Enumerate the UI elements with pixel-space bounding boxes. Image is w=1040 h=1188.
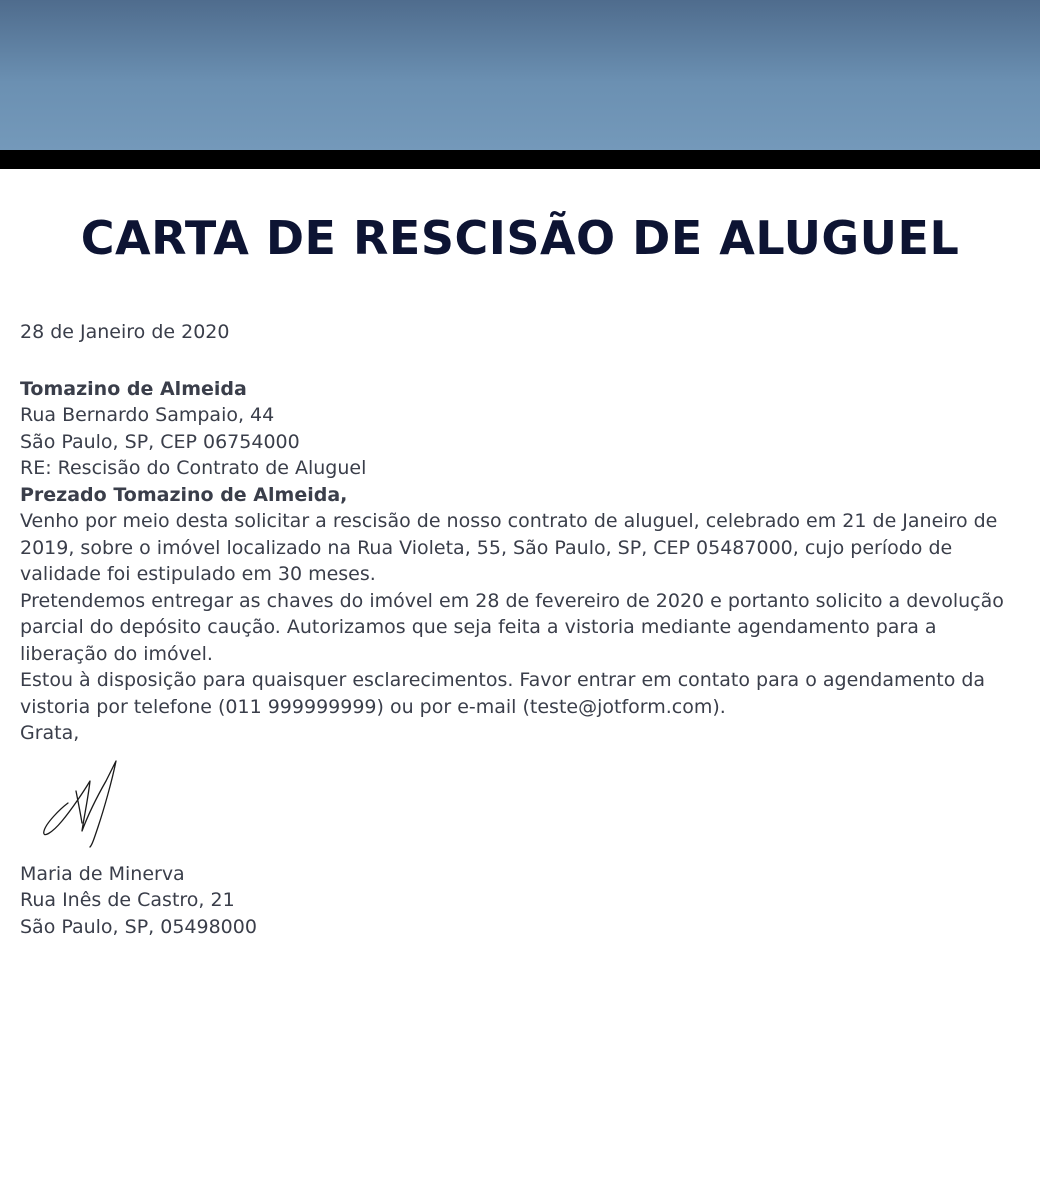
letter-body (20, 319, 1020, 940)
recipient-city: São Paulo, SP, CEP 06754000 (20, 430, 300, 453)
signature-icon (38, 751, 133, 851)
sender-name: Maria de Minerva (20, 862, 185, 885)
header-divider (0, 150, 1040, 169)
letter-salutation: Prezado Tomazino de Almeida, (20, 483, 348, 506)
recipient-name: Tomazino de Almeida (20, 377, 247, 400)
recipient-block (20, 376, 1020, 456)
letter-subject: RE: Rescisão do Contrato de Aluguel (20, 457, 367, 479)
letter-paragraph: Estou à disposição para quaisquer esclarecimentos. Favor entrar em contato para o agendamento da vistoria por telefone (011 999999999) ou por e-mail (teste@jotform.com). (20, 669, 986, 718)
sender-city: São Paulo, SP, 05498000 (20, 915, 257, 938)
recipient-street: Rua Bernardo Sampaio, 44 (20, 404, 275, 426)
letter-date: 28 de Janeiro de 2020 (20, 321, 230, 343)
letter-paragraph: Venho por meio desta solicitar a rescisão de nosso contrato de aluguel, celebrado em 21 de Janeiro de 2019, sobre o imóvel localizado na Rua Violeta, 55, São Paulo, SP, CEP 05487000, cujo período de validade foi estipulado em 30 meses. (20, 510, 998, 585)
sender-block (20, 861, 1020, 941)
sender-street: Rua Inês de Castro, 21 (20, 889, 235, 911)
letter-paragraph: Pretendemos entregar as chaves do imóvel em 28 de fevereiro de 2020 e portanto solicito a devolução parcial do depósito caução. Autorizamos que seja feita a vistoria mediante agendamento para a liberação do imóvel. (20, 589, 1004, 665)
page-title: CARTA DE RESCISÃO DE ALUGUEL (80, 211, 960, 265)
letter-closing: Grata, (20, 722, 80, 744)
header-banner (0, 0, 1040, 150)
